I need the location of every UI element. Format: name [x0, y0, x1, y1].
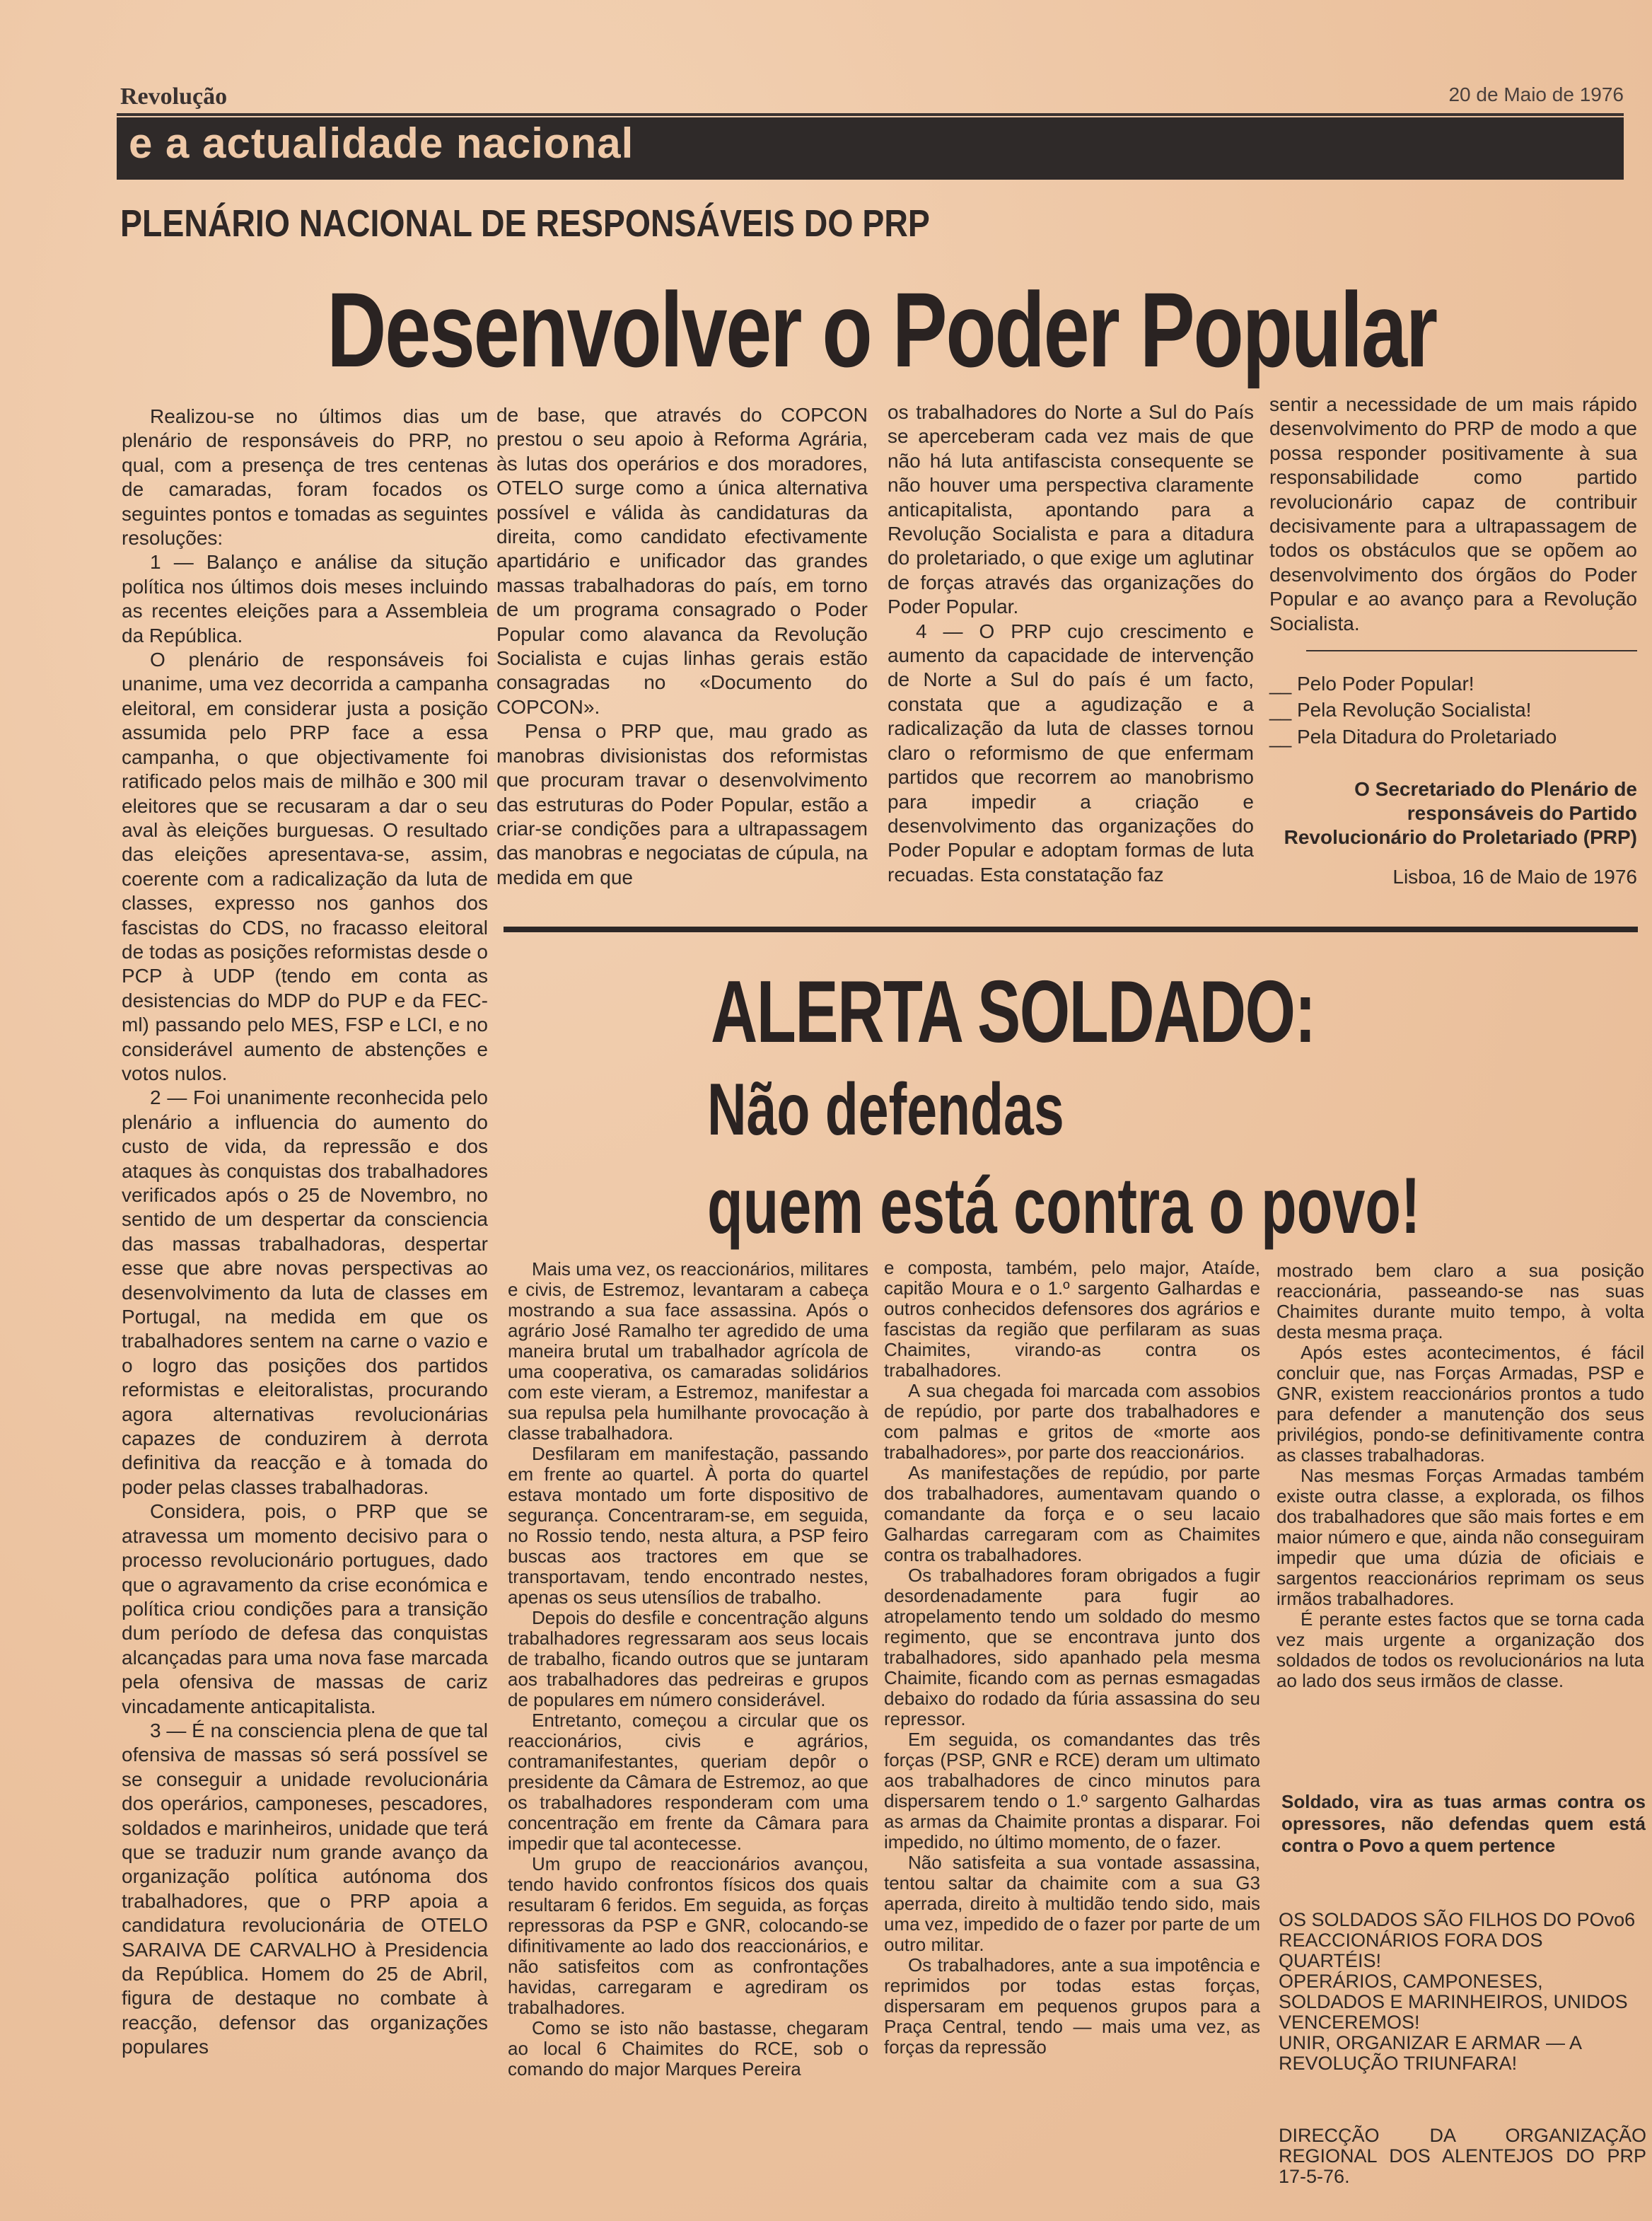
paragraph: de base, que através do COPCON prestou o seu apoio à Reforma Agrária, às lutas dos operários e dos moradores, OTELO surge como a única alternativa possível e válida às candidaturas da direita, como candidato efectivamente apartidário e unificador das grandes massas trabalhadoras do país, em torno de um programa consagrado o Poder Popular como alavanca da Revolução Socialista e cujas linhas gerais estão consagradas no «Documento do COPCON».: [496, 404, 868, 718]
article1-kicker: PLENÁRIO NACIONAL DE RESPONSÁVEIS DO PRP: [120, 202, 930, 245]
article1-column-1: [122, 405, 488, 2215]
masthead-title: Revolução: [120, 83, 228, 110]
slogan: __ Pela Revolução Socialista!: [1269, 698, 1637, 722]
article1-column-2: [496, 403, 868, 908]
paragraph: Em seguida, os comandantes das três forças (PSP, GNR e RCE) deram um ultimato aos trabalhadores de cinco minutos para dispersarem tendo o 1.º sargento Galhardas as armas da Chaimite prontas a disparar. Foi impedido, no último momento, de o fazer.: [884, 1729, 1260, 1852]
slogan-line: OPERÁRIOS, CAMPONESES, SOLDADOS E MARINHEIROS, UNIDOS VENCEREMOS!: [1279, 1971, 1628, 2033]
article2-headline-line3: quem está contra o povo!: [707, 1161, 1421, 1250]
article2-headline-line1: ALERTA SOLDADO:: [711, 963, 1315, 1061]
slogan: __ Pelo Poder Popular!: [1269, 672, 1637, 696]
issue-date: 20 de Maio de 1976: [1448, 83, 1624, 105]
article1-signature-date: Lisboa, 16 de Maio de 1976: [1392, 866, 1637, 888]
article1-column-4: [1269, 393, 1637, 895]
article2-column-2: [884, 1258, 1260, 2216]
slogan-line: REACCIONÁRIOS FORA DOS QUARTÉIS!: [1279, 1930, 1543, 1971]
paragraph: 3 — É na consciencia plena de que tal ofensiva de massas só será possível se se conseguir a unidade revolucionária dos operários, camponeses, pescadores, soldados e marinheiros, unidade que terá que se traduzir num grande avanço da organização política autónoma dos trabalhadores, que o PRP apoia a candidatura revolucionária de OTELO SARAIVA DE CARVALHO à Presidencia da República. Homem do 25 de Abril, figura de destaque no combate à reacção, defensor das organizações populares: [122, 1719, 488, 2058]
article2-signature: DIRECÇÃO DA ORGANIZAÇÃO REGIONAL DOS ALENTEJOS DO PRP 17-5-76.: [1279, 2125, 1646, 2187]
paragraph: As manifestações de repúdio, por parte dos trabalhadores, aumentavam quando o comandante da força e o seu lacaio Galhardas carregaram com as Chaimites contra os trabalhadores.: [884, 1462, 1260, 1565]
slogan-line: UNIR, ORGANIZAR E ARMAR — A REVOLUÇÃO TRIUNFARA!: [1279, 2032, 1581, 2074]
paragraph: Mais uma vez, os reaccionários, militares e civis, de Estremoz, levantaram a cabeça mostrando a sua face assassina. Após o agrário José Ramalho ter agredido de uma maneira brutal um trabalhador agrícola de uma cooperativa, os camaradas solidários com este vieram, a Estremoz, manifestar a sua repulsa pela humilhante provocação à classe trabalhadora.: [508, 1259, 868, 1444]
paragraph: O plenário de responsáveis foi unanime, uma vez decorrida a campanha eleitoral, em considerar justa a posição assumida pelo PRP face a essa campanha, o que objectivamente foi ratificado pelos mais de milhão e 300 mil eleitores que se recusaram a dar o seu aval às eleições burguesas. O resultado das eleições apresentava-se, assim, coerente com a radicalização da luta de classes, expresso nos ganhos dos fascistas do CDS, no fracasso eleitoral de todas as posições reformistas desde o PCP à UDP (tendo em conta as desistencias do MDP do PUP e da FEC-ml) passando pelo MES, FSP e LCI, e no considerável aumento de abstenções e votos nulos.: [122, 649, 488, 1084]
paragraph: Entretanto, começou a circular que os reaccionários, civis e agrários, contramanifestantes, queriam depôr o presidente da Câmara de Estremoz, ao que os trabalhadores responderam com uma concentração em frente da Câmara para impedir que tal acontecesse.: [508, 1710, 868, 1854]
paragraph: e composta, também, pelo major, Ataíde, capitão Moura e o 1.º sargento Galhardas e outros conhecidos defensores dos agrários e fascistas da região que perfilaram as suas Chaimites, virando-as contra os trabalhadores.: [884, 1258, 1260, 1381]
paragraph: Um grupo de reaccionários avançou, tendo havido confrontos físicos dos quais resultaram 6 feridos. Em seguida, as forças repressoras da PSP e GNR, colocando-se difinitivamente ao lado dos reaccionários, e não satisfeitos com as confrontações havidas, carregaram e agrediram os trabalhadores.: [508, 1853, 868, 2018]
section-label: e a actualidade nacional: [129, 120, 634, 167]
article2-column-1: [508, 1259, 868, 2214]
slogan-line: OS SOLDADOS SÃO FILHOS DO POvo6: [1279, 1909, 1636, 1930]
paragraph: Nas mesmas Forças Armadas também existe outra classe, a explorada, os filhos dos trabalhadores que são mais fortes e em maior número e que, ainda não conseguiram impedir que uma dúzia de oficiais e sargentos reaccionários reprimam os seus irmãos trabalhadores.: [1276, 1465, 1644, 1609]
paragraph: Depois do desfile e concentração alguns trabalhadores regressaram aos seus locais de trabalho, ficando outros que se juntaram aos trabalhadores das pedreiras e grupos de populares em número considerável.: [508, 1607, 868, 1710]
paragraph: sentir a necessidade de um mais rápido desenvolvimento do PRP de modo a que possa responder positivamente à sua responsabilidade como partido revolucionário capaz de contribuir decisivamente para a ultrapassagem de todos os obstáculos que se opõem ao desenvolvimento dos órgãos do Poder Popular e ao avanço para a Revolução Socialista.: [1269, 393, 1637, 634]
divider-rule: [1306, 650, 1637, 670]
article1-signature: O Secretariado do Plenário de responsáveis do Partido Revolucionário do Proletariado (PRP): [1284, 778, 1637, 849]
paragraph: os trabalhadores do Norte a Sul do País se aperceberam cada vez mais de que não há luta antifascista consequente se não houver uma perspectiva claramente anticapitalista, apontando para a Revolução Socialista e para a ditadura do proletariado, o que exige um aglutinar de forças através das organizações do Poder Popular.: [888, 401, 1254, 618]
masthead-rule: [117, 113, 1624, 116]
slogan: __ Pela Ditadura do Proletariado: [1269, 725, 1637, 749]
paragraph: Realizou-se no últimos dias um plenário de responsáveis do PRP, no qual, com a presença de tres centenas de camaradas, foram focados os seguintes pontos e tomadas as seguintes resoluções:: [122, 405, 488, 550]
article2-headline-line2: Não defendas: [707, 1069, 1064, 1151]
article2-column-3: [1276, 1260, 1644, 1756]
paragraph: 4 — O PRP cujo crescimento e aumento da capacidade de intervenção de Norte a Sul do país é um facto, constata que a agudização e a radicalização da luta de classes tornou claro o reformismo de que enfermam partidos que recorrem ao manobrismo para impedir a criação e desenvolvimento das organizações do Poder Popular e adoptam formas de luta recuadas. Esta constatação faz: [888, 620, 1254, 886]
paragraph: 1 — Balanço e análise da situção política nos últimos dois meses incluindo as recentes eleições para a Assembleia da República.: [122, 551, 488, 646]
paragraph: É perante estes factos que se torna cada vez mais urgente a organização dos soldados de todos os revolucionários na luta ao lado dos seus irmãos de classe.: [1276, 1608, 1644, 1691]
paragraph: Desfilaram em manifestação, passando em frente ao quartel. À porta do quartel estava montado um forte dispositivo de segurança. Concentraram-se, em seguida, no Rossio tendo, nesta altura, a PSP feiro buscas aos tractores em que se transportavam, tendo encontrado nestes, apenas os seus utensílios de trabalho.: [508, 1443, 868, 1608]
article-divider: [504, 927, 1638, 932]
paragraph: Considera, pois, o PRP que se atravessa um momento decisivo para o processo revolucionário portugues, dado que o agravamento da crise económica e política criou condições para a transição dum período de defesa das conquistas alcançadas para uma nova fase marcada pela ofensiva de massas de cariz vincadamente anticapitalista.: [122, 1500, 488, 1717]
paragraph: 2 — Foi unanimente reconhecida pelo plenário a influencia do aumento do custo de vida, da repressão e dos ataques às conquistas dos trabalhadores verificados após o 25 de Novembro, no sentido de um despertar da consciencia das massas trabalhadoras, despertar esse que abre novas perspectivas ao desenvolvimento da luta de classes em Portugal, na medida em que os trabalhadores sentem na carne o vazio e o logro das posições dos partidos reformistas e eleitoralistas, procurando agora alternativas revolucionárias capazes de conduzirem à derrota definitiva da reacção e à tomada do poder pelas classes trabalhadoras.: [122, 1086, 488, 1498]
paragraph: A sua chegada foi marcada com assobios de repúdio, por parte dos trabalhadores e com palmas e gritos de «morte aos trabalhadores», por parte dos reaccionários.: [884, 1380, 1260, 1463]
paragraph: Não satisfeita a sua vontade assassina, tentou saltar da chaimite com a sua G3 aperrada, direito à multidão tendo sido, mais uma vez, impedido de o fazer por parte de um outro militar.: [884, 1852, 1260, 1955]
article1-headline: Desenvolver o Poder Popular: [327, 270, 1436, 389]
paragraph: Os trabalhadores, ante a sua impotência e reprimidos por todas estas forças, dispersaram em pequenos grupos para a Praça Central, tendo — mais uma vez, as forças da repressão: [884, 1954, 1260, 2058]
paragraph: Os trabalhadores foram obrigados a fugir desordenadamente para fugir ao atropelamento tendo um soldado do mesmo regimento, que se encontrava junto dos trabalhadores, sido apanhado pela mesma Chaimite, ficando com as pernas esmagadas debaixo do rodado da fúria assassina do seu repressor.: [884, 1565, 1260, 1729]
article2-callout: Soldado, vira as tuas armas contra os opressores, não defendas quem está contra o Povo a quem pertence: [1281, 1791, 1646, 1856]
article1-column-3: [888, 400, 1254, 901]
paragraph: Pensa o PRP que, mau grado as manobras divisionistas dos reformistas que procuram travar o desenvolvimento das estruturas do Poder Popular, estão a criar-se condições para a ultrapassagem das manobras e negociatas de cúpula, na medida em que: [496, 720, 868, 888]
paragraph: mostrado bem claro a sua posição reaccionária, passeando-se nas suas Chaimites durante muito tempo, à volta desta mesma praça.: [1276, 1260, 1644, 1343]
paragraph: Como se isto não bastasse, chegaram ao local 6 Chaimites do RCE, sob o comando do major Marques Pereira: [508, 2017, 868, 2080]
paragraph: Após estes acontecimentos, é fácil concluir que, nas Forças Armadas, PSP e GNR, existem reaccionários prontos a tudo para defender a manutenção dos seus privilégios, pondo-se definitivamente contra as classes trabalhadoras.: [1276, 1342, 1644, 1466]
article2-slogans: [1279, 1910, 1645, 2074]
